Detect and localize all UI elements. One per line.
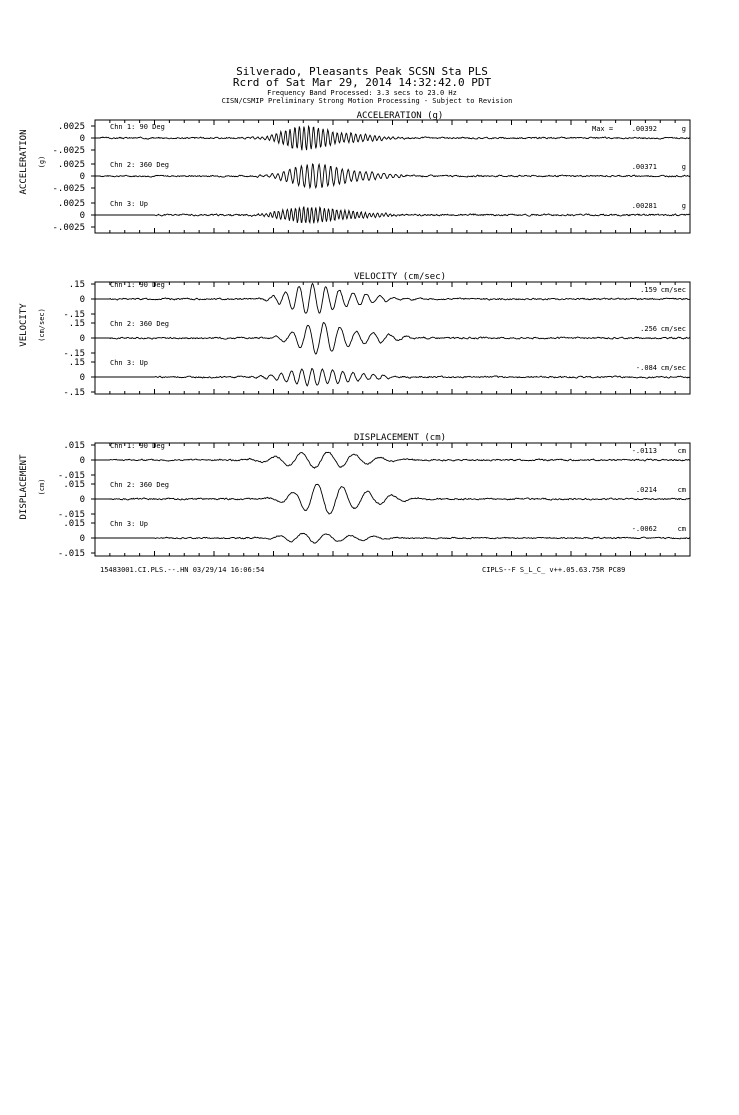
channel-label: Chn 2: 360 Deg	[110, 481, 170, 489]
peak-unit: g	[681, 163, 686, 171]
peak-unit: cm	[677, 486, 686, 494]
y-axis-title: ACCELERATION	[19, 129, 29, 195]
peak-value: -.084	[635, 364, 657, 372]
peak-unit: g	[681, 202, 686, 210]
y-tick-label: .15	[68, 358, 85, 368]
y-tick-label: 0	[79, 172, 85, 182]
y-tick-label: -.15	[63, 310, 85, 320]
y-tick-label: -.0025	[52, 223, 85, 233]
channel-label: Chn 2: 360 Deg	[110, 320, 170, 328]
y-axis-unit: (cm/sec)	[38, 308, 46, 342]
y-axis-unit: (cm)	[38, 478, 46, 496]
peak-unit: cm/sec	[660, 364, 686, 372]
peak-unit: g	[681, 125, 686, 133]
acceleration-panel	[19, 111, 690, 233]
y-tick-label: .0025	[57, 160, 85, 170]
channel-label: Chn 3: Up	[110, 359, 148, 367]
series-trace	[95, 533, 690, 543]
series-trace	[95, 284, 690, 314]
footer-version: CIPLS--F S_L_C_ v++.05.63.75R PC89	[482, 566, 626, 574]
y-tick-label: 0	[79, 295, 85, 305]
y-tick-label: .0025	[57, 199, 85, 209]
series-trace	[95, 207, 690, 224]
peak-unit: cm	[677, 447, 686, 455]
y-tick-label: .015	[63, 480, 85, 490]
max-label: Max =	[592, 125, 614, 133]
y-tick-label: -.0025	[52, 146, 85, 156]
y-tick-label: .15	[68, 280, 85, 290]
y-axis-title: VELOCITY	[19, 303, 29, 347]
peak-value: .00281	[631, 202, 657, 210]
y-tick-label: 0	[79, 373, 85, 383]
y-tick-label: -.015	[57, 510, 85, 520]
y-tick-label: -.015	[57, 549, 85, 559]
peak-unit: cm/sec	[660, 325, 686, 333]
peak-value: .256	[640, 325, 657, 333]
panel-title: DISPLACEMENT (cm)	[353, 433, 447, 443]
header-band: Frequency Band Processed: 3.3 secs to 23.0 Hz	[267, 89, 457, 97]
series-trace	[95, 164, 690, 188]
y-tick-label: 0	[79, 534, 85, 544]
y-tick-label: -.015	[57, 471, 85, 481]
channel-label: Chn 2: 360 Deg	[110, 161, 170, 169]
peak-value: -.0062	[631, 525, 657, 533]
footer-record-id: 15483001.CI.PLS.--.HN 03/29/14 16:06:54	[100, 566, 265, 574]
time-footer	[100, 566, 625, 574]
channel-label: Chn 1: 90 Deg	[110, 442, 165, 450]
peak-unit: cm	[677, 525, 686, 533]
displacement-panel	[19, 433, 690, 559]
panel-title: VELOCITY (cm/sec)	[353, 272, 447, 282]
y-tick-label: .015	[63, 441, 85, 451]
peak-value: .00371	[631, 163, 657, 171]
y-tick-label: .0025	[57, 122, 85, 132]
series-trace	[95, 323, 690, 355]
channel-label: Chn 3: Up	[110, 520, 148, 528]
peak-value: .159	[640, 286, 657, 294]
series-trace	[95, 484, 690, 514]
y-tick-label: .015	[63, 519, 85, 529]
header-record: Rcrd of Sat Mar 29, 2014 14:32:42.0 PDT	[232, 76, 492, 89]
y-tick-label: 0	[79, 211, 85, 221]
y-tick-label: .15	[68, 319, 85, 329]
peak-unit: cm/sec	[660, 286, 686, 294]
y-tick-label: 0	[79, 456, 85, 466]
y-tick-label: 0	[79, 134, 85, 144]
series-trace	[95, 452, 690, 468]
peak-value: .00392	[631, 125, 657, 133]
peak-value: .0214	[635, 486, 657, 494]
y-axis-title: DISPLACEMENT	[19, 454, 29, 520]
channel-label: Chn 1: 90 Deg	[110, 281, 165, 289]
channel-label: Chn 3: Up	[110, 200, 148, 208]
y-tick-label: -.0025	[52, 184, 85, 194]
y-tick-label: -.15	[63, 388, 85, 398]
y-tick-label: -.15	[63, 349, 85, 359]
figure-header	[222, 65, 513, 105]
series-trace	[95, 369, 690, 386]
header-processing: CISN/CSMIP Preliminary Strong Motion Processing - Subject to Revision	[221, 97, 513, 105]
panel-title: ACCELERATION (g)	[356, 111, 444, 121]
y-tick-label: 0	[79, 495, 85, 505]
channel-label: Chn 1: 90 Deg	[110, 123, 165, 131]
y-tick-label: 0	[79, 334, 85, 344]
velocity-panel	[19, 272, 690, 398]
header-station: Silverado, Pleasants Peak SCSN Sta PLS	[236, 65, 488, 78]
peak-value: -.0113	[631, 447, 657, 455]
y-axis-unit: (g)	[38, 155, 46, 169]
